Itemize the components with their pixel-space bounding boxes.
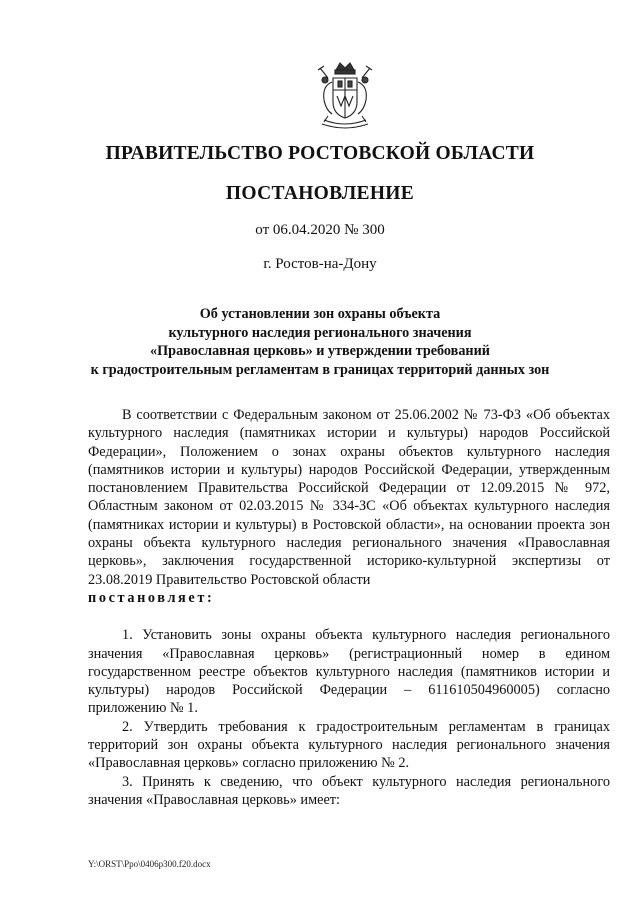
document-type: ПОСТАНОВЛЕНИЕ xyxy=(225,183,415,204)
subject-line: к градостроительным регламентам в границах территорий данных зон xyxy=(90,361,550,378)
item-paragraph: 1. Установить зоны охраны объекта культурного наследия регионального значения «Православная церковь» (регистрационный номер в едином государственном реестре объектов культурного наследия (памятников истории и культуры) народов Российской Федерации – 611610504960005) согласно приложению № 1. xyxy=(88,627,610,717)
item-paragraph: 3. Принять к сведению, что объект культурного наследия регионального значения «Православная церковь» имеет: xyxy=(88,773,610,808)
preamble-paragraph: В соответствии с Федеральным законом от 25.06.2002 № 73-ФЗ «Об объектах культурного наследия (памятниках истории и культуры) народов Российской Федерации», Положением о зонах охраны объектов культурного наследия (памятников истории и культуры) народов Российской Федерации, утвержденным постановлением Правительства Российской Федерации от 12.09.2015 № 972, Областным законом от 02.03.2015 № 334-ЗС «Об объектах культурного наследия (памятниках истории и культуры) в Ростовской области», на основании проекта зон охраны объекта культурного наследия регионального значения «Православная церковь», заключения государственной историко-культурной экспертизы от 23.08.2019 Правительство Ростовской области xyxy=(88,407,610,588)
item-paragraph: 2. Утвердить требования к градостроительным регламентам в границах территорий зон охраны объекта культурного наследия регионального значения «Православная церковь» согласно приложению № 2. xyxy=(88,718,610,772)
document-subject xyxy=(40,305,600,379)
footer-file-path: Y:\ORST\Ppo\0406p300.f20.docx xyxy=(88,859,211,869)
subject-line: «Православная церковь» и утверждении требований xyxy=(150,343,490,359)
decree-word: постановляет: xyxy=(88,589,215,606)
date-and-number: от 06.04.2020 № 300 xyxy=(255,222,385,238)
subject-line: культурного наследия регионального значения xyxy=(168,324,472,341)
subject-line: Об установлении зон охраны объекта xyxy=(199,306,441,322)
document-body xyxy=(88,406,610,809)
place-of-issue: г. Ростов-на-Дону xyxy=(263,256,377,272)
government-title: ПРАВИТЕЛЬСТВО РОСТОВСКОЙ ОБЛАСТИ xyxy=(105,143,535,164)
coat-of-arms-icon xyxy=(314,60,376,132)
